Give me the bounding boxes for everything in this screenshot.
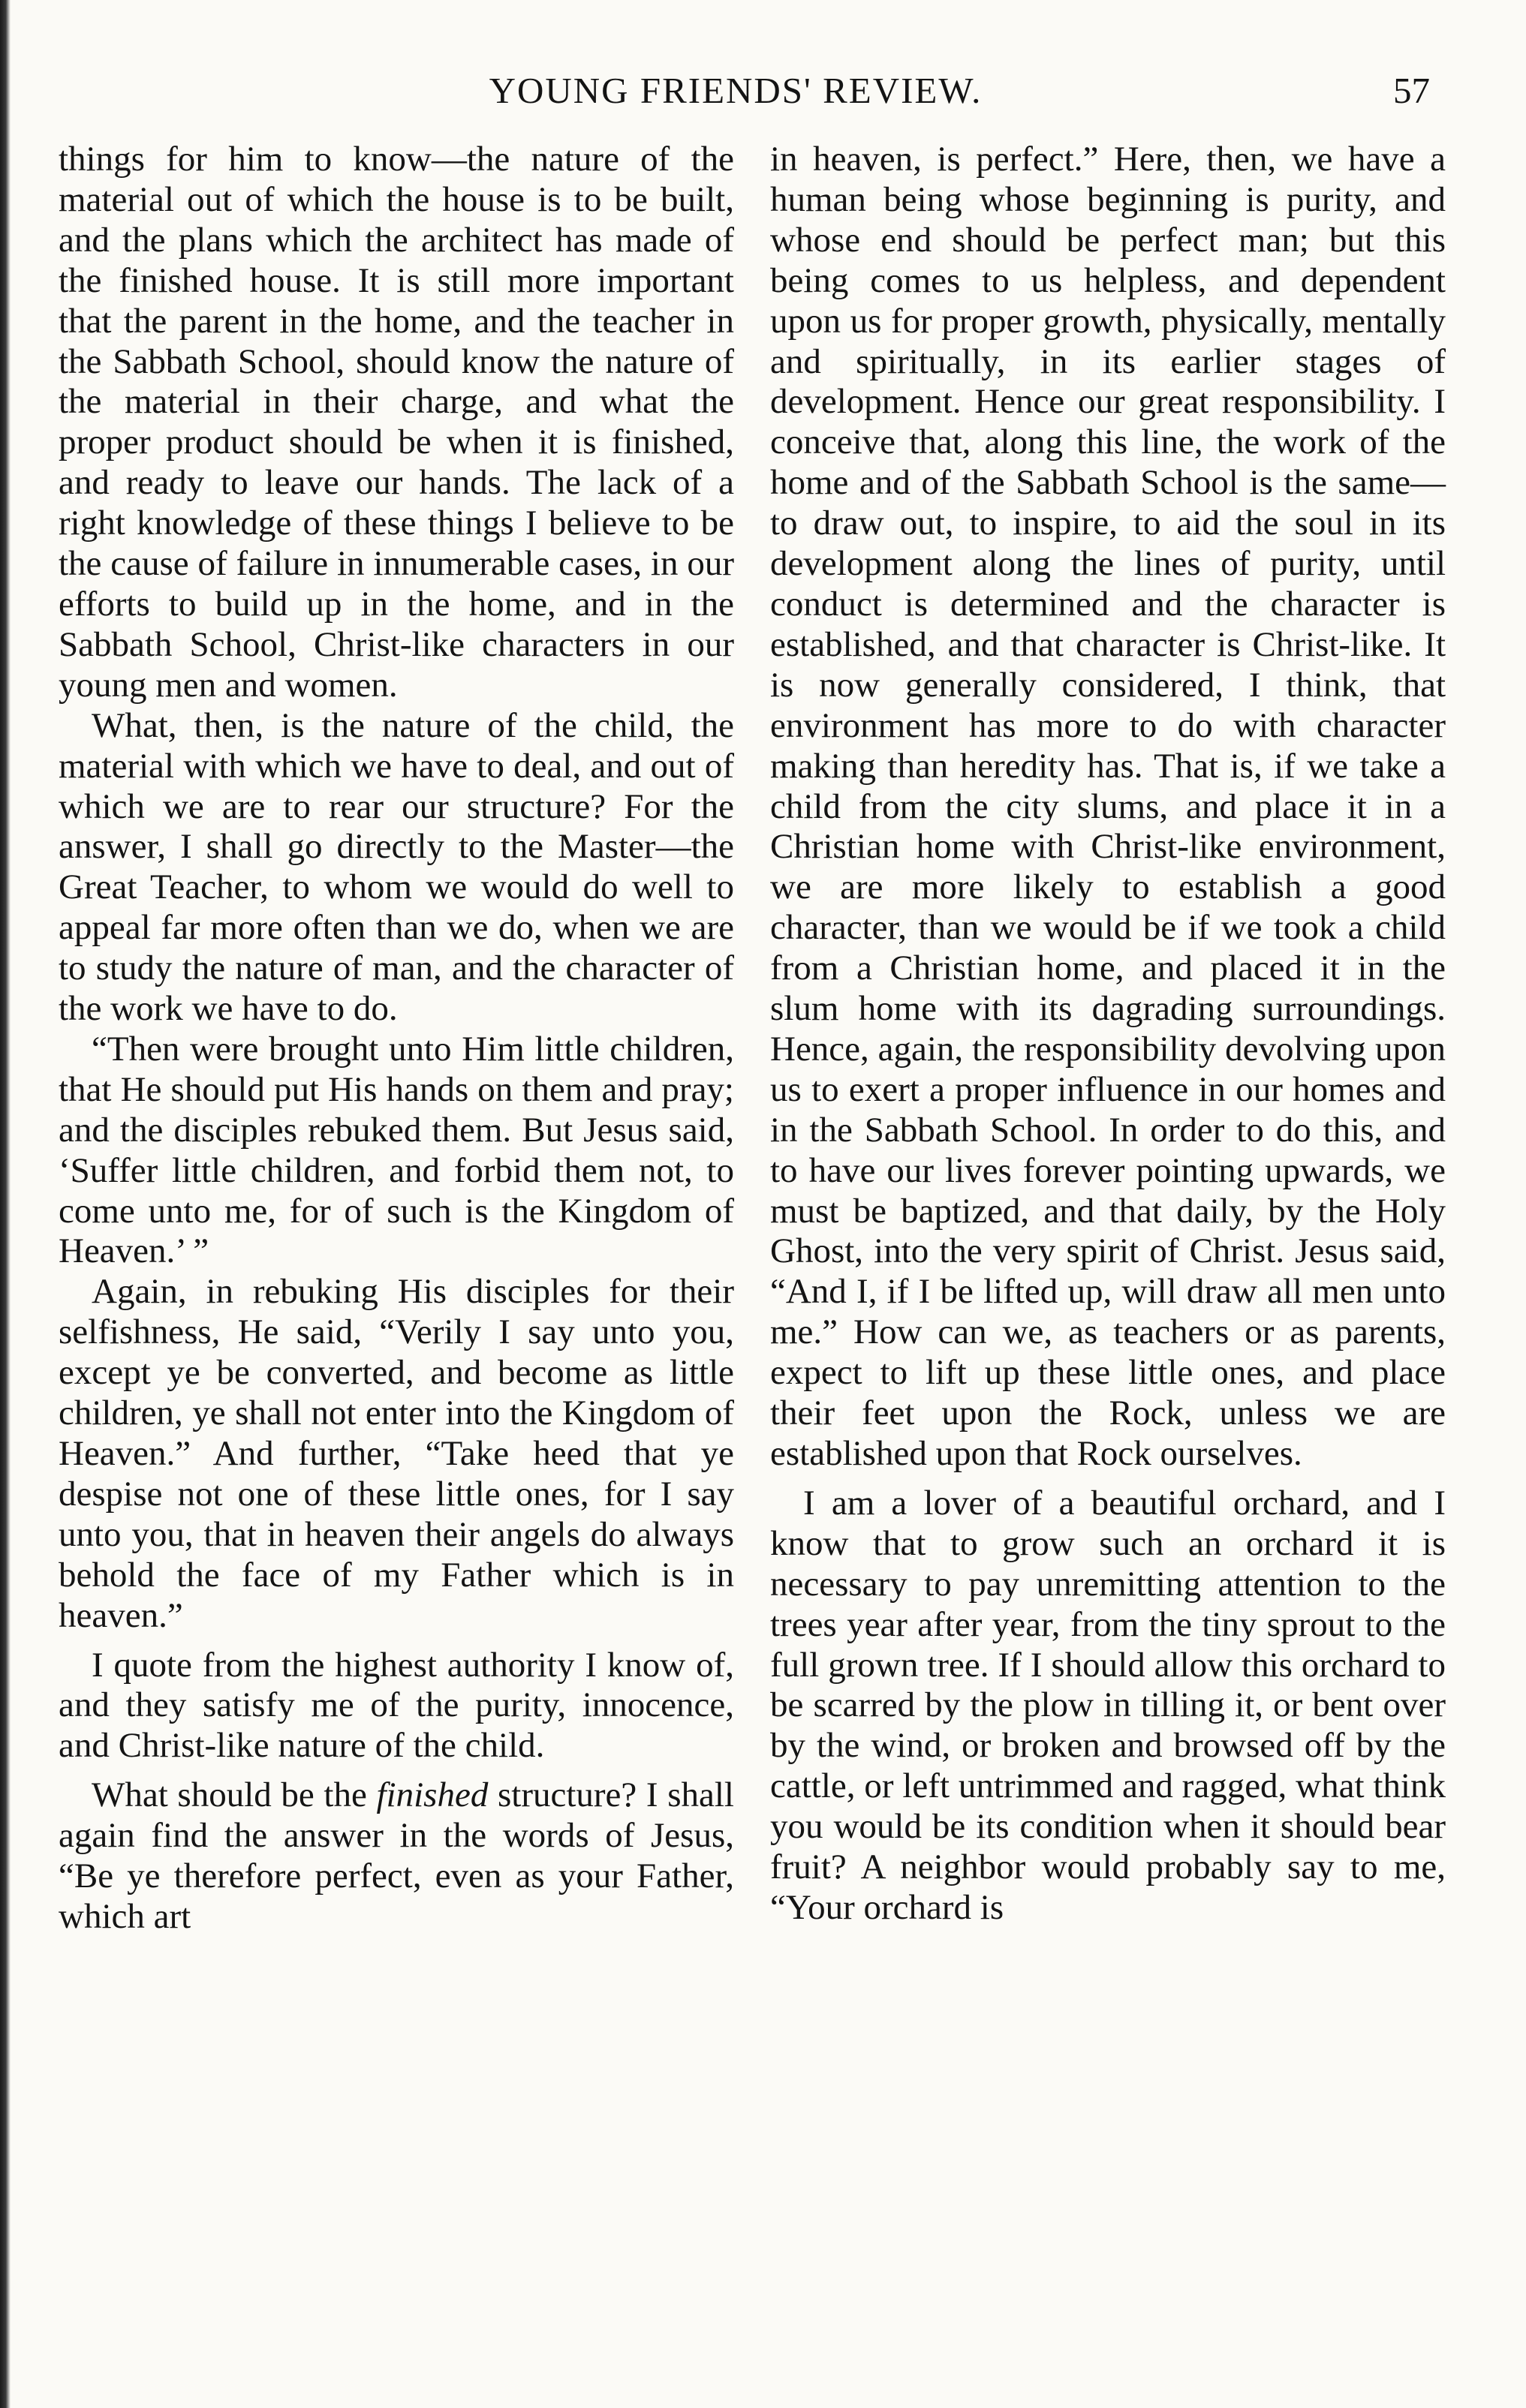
page-header bbox=[0, 69, 1526, 122]
paragraph: things for him to know—the nature of the material out of which the house is to be built, and the plans which the architect has made of the finished house. It is still more important that the parent in the home, and the teacher in the Sabbath School, should know the nature of the material in their charge, and what the proper product should be when it is finished, and ready to leave our hands. The lack of a right knowledge of these things I believe to be the cause of failure in innumerable cases, in our efforts to build up in the home, and in the Sabbath School, Christ-like characters in our young men and women. bbox=[59, 140, 734, 705]
right-column bbox=[770, 140, 1446, 1929]
quoted-paragraph: “Then were brought unto Him little children, that He should put His hands on them and pray; and the disciples rebuked them. But Jesus said, ‘Suffer little children, and forbid them not, to come unto me, for of such is the Kingdom of Heaven.’ ” bbox=[59, 1029, 734, 1271]
paragraph: What, then, is the nature of the child, the material with which we have to deal, and out of which we are to rear our structure? For the answer, I shall go directly to the Master—the Great Teacher, to whom we would do well to appeal far more often than we do, when we are to study the nature of man, and the character of the work we have to do. bbox=[59, 705, 734, 1029]
binding-edge bbox=[0, 0, 11, 2408]
page-number: 57 bbox=[1393, 70, 1430, 111]
running-head: YOUNG FRIENDS' REVIEW. bbox=[489, 70, 983, 111]
text-run: What should be the bbox=[92, 1775, 377, 1815]
paragraph bbox=[59, 1775, 734, 1938]
paragraph: I am a lover of a beautiful orchard, and I know that to grow such an orchard it is necessary to pay unremitting attention to the trees year after year, from the tiny sprout to the full grown tree. If I should allow this orchard to be scarred by the plow in tilling it, or bent over by the wind, or broken and browsed off by the cattle, or left untrimmed and ragged, what think you would be its condition when it should bear fruit? A neighbor would probably say to me, “Your orchard is bbox=[770, 1483, 1446, 1927]
emphasis-text: finished bbox=[376, 1775, 489, 1815]
paragraph: in heaven, is perfect.” Here, then, we have a human being whose beginning is purity, and whose end should be perfect man; but this being comes to us helpless, and dependent upon us for proper growth, physically, mentally and spiritually, in its earlier stages of development. Hence our great responsibility. I conceive that, along this line, the work of the home and of the Sabbath School is the same—to draw out, to inspire, to aid the soul in its development along the lines of purity, until conduct is determined and the character is established, and that character is Christ-like. It is now generally considered, I think, that environment has more to do with character making than heredity has. That is, if we take a child from the city slums, and place it in a Christian home with Christ-like environment, we are more likely to establish a good character, than we would be if we took a child from a Christian home, and placed it in the slum home with its dagrading surroundings. Hence, again, the responsibility devolving upon us to exert a proper influence in our homes and in the Sabbath School. In order to do this, and to have our lives forever pointing upwards, we must be baptized, and that daily, by the Holy Ghost, into the very spirit of Christ. Jesus said, “And I, if I be lifted up, will draw all men unto me.” How can we, as teachers or as parents, expect to lift up these little ones, and place their feet upon the Rock, unless we are established upon that Rock ourselves. bbox=[770, 140, 1446, 1473]
paragraph: Again, in rebuking His disciples for their selfishness, He said, “Verily I say unto you, except ye be converted, and become as little children, ye shall not enter into the Kingdom of Heaven.” And further, “Take heed that ye despise not one of these little ones, for I say unto you, that in heaven their angels do always behold the face of my Father which is in heaven.” bbox=[59, 1272, 734, 1635]
left-column bbox=[59, 140, 734, 1938]
paragraph: I quote from the highest authority I know of, and they satisfy me of the purity, innocence, and Christ-like nature of the child. bbox=[59, 1645, 734, 1766]
text-run: structure? I shall again find the answer in the words of Jesus, “Be ye therefore perfect, even as your Father, which art bbox=[59, 1775, 734, 1936]
